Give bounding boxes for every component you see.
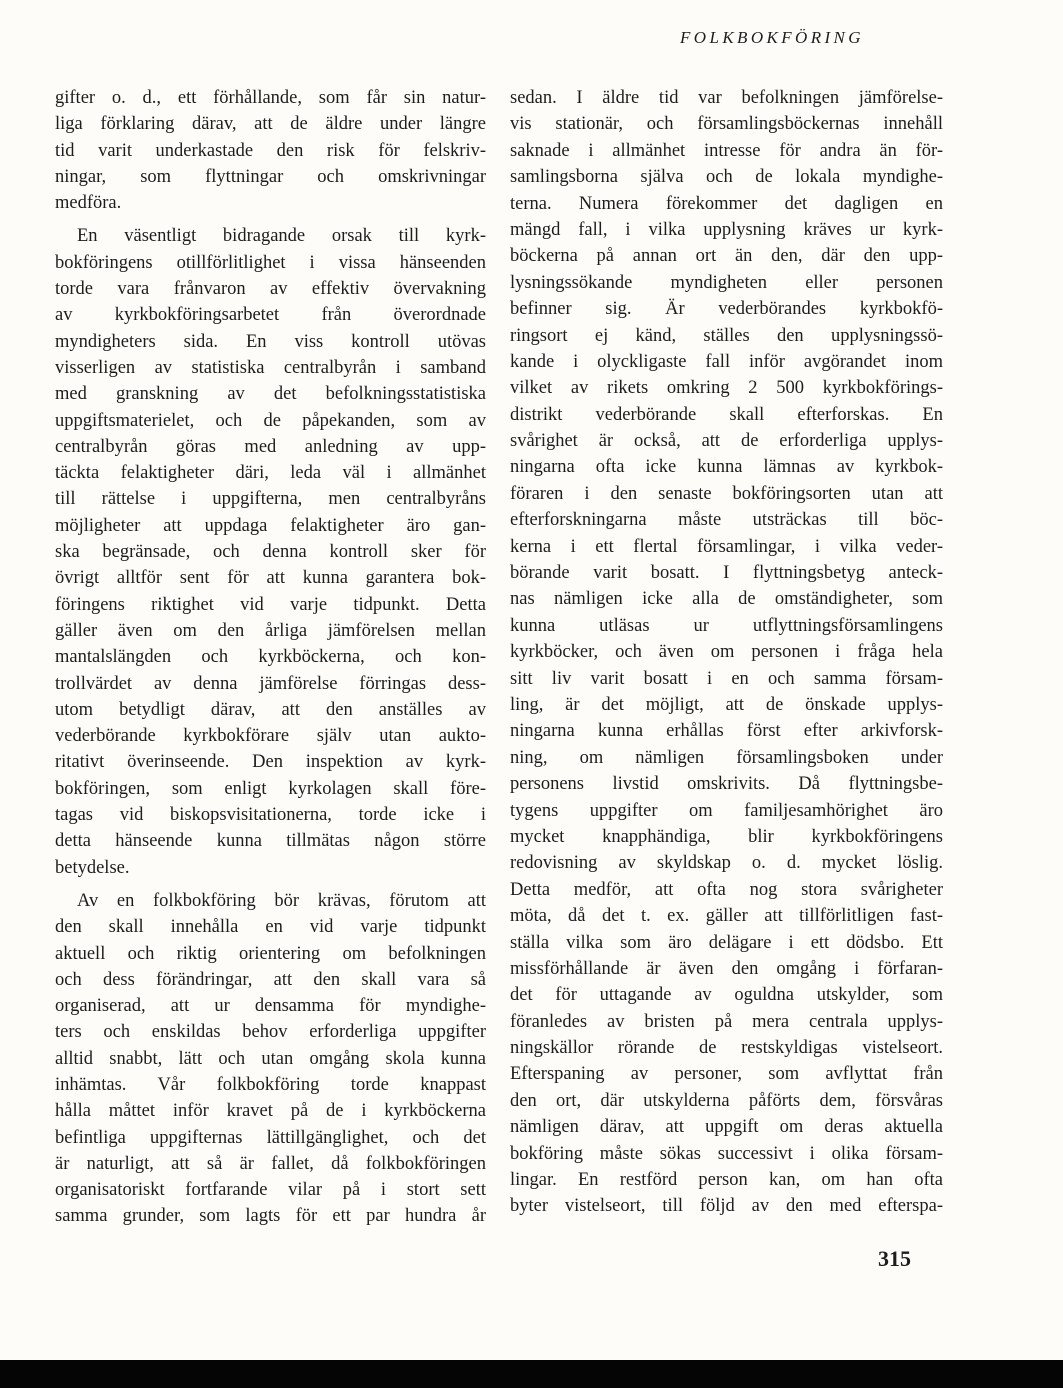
text-line: till rättelse i uppgifterna, men centralbyråns [55, 489, 486, 510]
text-line: gifter o. d., ett förhållande, som får sin natur- [55, 88, 486, 108]
text-line: föranledes av bristen på mera centrala upplys- [510, 1011, 943, 1032]
right-column [510, 85, 943, 1220]
text-line: är naturligt, att så är fallet, då folkbokföringen [55, 1153, 486, 1174]
text-line: byter vistelseort, till följd av den med efterspa- [510, 1196, 943, 1217]
text-line: tagas vid biskopsvisitationerna, torde icke i [55, 805, 486, 826]
text-line: ska begränsade, och denna kontroll sker för [55, 542, 486, 563]
text-line: centralbyrån göras med anledning av upp- [55, 436, 486, 457]
text-line: trollvärdet av denna jämförelse förringas dess- [55, 673, 486, 694]
text-line: nämligen därav, att uppgift om deras aktuella [510, 1117, 943, 1138]
text-line: ställa vilka som äro delägare i ett dödsbo. Ett [510, 932, 943, 953]
text-line: inhämtas. Vår folkbokföring torde knappast [55, 1074, 486, 1095]
text-line: Av en folkbokföring bör krävas, förutom att [77, 890, 486, 911]
text-line: torde vara frånvaron av effektiv övervakning [55, 279, 486, 300]
text-line: ningarna kunna erhållas först efter arkivforsk- [510, 721, 943, 742]
text-line: personens livstid omskrivits. Då flyttningsbe- [510, 774, 943, 795]
text-line: befinner sig. Är vederbörandes kyrkbokfö- [510, 299, 943, 320]
text-line: bokföringen, som enligt kyrkolagen skall före- [55, 778, 486, 799]
text-line: ters och enskildas behov erforderliga uppgifter [55, 1022, 486, 1043]
text-line: kerna i ett flertal församlingar, i vilka veder- [510, 536, 943, 557]
text-line: En väsentligt bidragande orsak till kyrk- [77, 226, 486, 247]
text-line: ningar, som flyttningar och omskrivningar [55, 166, 486, 187]
text-line: visserligen av statistiska centralbyrån i samband [55, 357, 486, 378]
text-line: organiserad, att ur densamma för myndighe- [55, 996, 486, 1017]
text-line: övrigt alltför sent för att kunna garantera bok- [55, 568, 486, 589]
text-line: hålla måttet inför kravet på de i kyrkböckerna [55, 1101, 486, 1122]
text-line: möjligheter att uppdaga felaktigheter äro gan- [55, 515, 486, 536]
text-line: bokföringens otillförlitlighet i vissa hänseenden [55, 252, 486, 273]
text-line: uppgiftsmaterielet, och de påpekanden, som av [55, 410, 486, 431]
text-line: den ort, där utskylderna påförts dem, försvåras [510, 1090, 943, 1111]
text-line: mycket knapphändiga, blir kyrkbokföringens [510, 826, 943, 847]
paragraph [55, 888, 486, 1230]
text-line: ning, om nämligen församlingsboken under [510, 747, 943, 768]
text-line: föraren i den senaste bokföringsorten utan att [510, 483, 943, 504]
text-line: befintliga uppgifternas lättillgänglighet, och det [55, 1127, 486, 1148]
text-line: detta hänseende kunna tillmätas någon större [55, 831, 486, 852]
text-line: med granskning av det befolkningsstatistiska [55, 384, 486, 405]
text-line: det för uttagande av oguldna utskylder, som [510, 985, 943, 1006]
text-line: av kyrkbokföringsarbetet från överordnade [55, 305, 486, 326]
text-line: mängd fall, i vilka upplysning kräves ur kyrk- [510, 219, 943, 240]
text-line: föringens riktighet vid varje tidpunkt. Detta [55, 594, 486, 615]
text-line: täckta felaktigheter däri, leda väl i allmänhet [55, 463, 486, 484]
text-line: alltid snabbt, lätt och utan omgång skola kunna [55, 1048, 486, 1069]
text-line: vederbörande kyrkbokförare själv utan aukto- [55, 726, 486, 747]
paragraph [55, 85, 486, 216]
text-line: böckerna på annan ort än den, där den upp- [510, 246, 943, 267]
text-line: ningarna ofta icke kunna lämnas av kyrkbok- [510, 457, 943, 478]
text-line: vis stationär, och församlingsböckernas innehåll [510, 114, 943, 135]
text-line: samlingsborna själva och de lokala myndighe- [510, 167, 943, 188]
text-line: ritativt överinseende. Den inspektion av kyrk- [55, 752, 486, 773]
text-line: nas nämligen icke alla de omständigheter, som [510, 589, 943, 610]
text-line: ling, är det möjligt, att de önskade upplys- [510, 694, 943, 715]
text-line: lingar. En restförd person kan, om han ofta [510, 1170, 943, 1191]
text-line: sitt liv varit bosatt i en och samma försam- [510, 668, 943, 689]
text-line: aktuell och riktig orientering om befolkningen [55, 943, 486, 964]
text-line: sedan. I äldre tid var befolkningen jämförelse- [510, 88, 943, 108]
text-line: ringsort ej känd, ställes den upplysningssö- [510, 325, 943, 346]
scan-border [0, 1360, 1063, 1388]
text-line: den skall innehålla en vid varje tidpunkt [55, 917, 486, 938]
text-line: utom betydligt därav, att den anställes av [55, 699, 486, 720]
text-line: Efterspaning av personer, som avflyttat från [510, 1064, 943, 1085]
text-line: tid varit underkastade den risk för felskriv- [55, 140, 486, 161]
text-line: lysningssökande myndigheten eller personen [510, 272, 943, 293]
text-line: kande i olyckligaste fall inför avgörandet inom [510, 351, 943, 372]
text-line: medföra. [55, 193, 122, 214]
text-line: betydelse. [55, 857, 130, 878]
text-line: missförhållande är även den omgång i förfaran- [510, 958, 943, 979]
text-line: Detta medför, att ofta nog stora svårigheter [510, 879, 943, 900]
text-line: organisatoriskt fortfarande vilar på i stort sett [55, 1180, 486, 1201]
text-line: vilket av rikets omkring 2 500 kyrkbokförings- [510, 378, 943, 399]
text-line: möta, då det t. ex. gäller att tillförlitligen fast- [510, 906, 943, 927]
text-line: kunna utläsas ur utflyttningsförsamlingens [510, 615, 943, 636]
text-line: gäller även om den årliga jämförelsen mellan [55, 620, 486, 641]
running-title: FOLKBOKFÖRING [680, 28, 864, 47]
text-line: liga förklaring därav, att de äldre under längre [55, 114, 486, 135]
paragraph [55, 223, 486, 880]
page-number: 315 [878, 1246, 911, 1271]
text-line: mantalslängden och kyrkböckerna, och kon- [55, 647, 486, 668]
text-line: kyrkböcker, och även om personen i fråga hela [510, 642, 943, 663]
text-line: och dess förändringar, att den skall vara så [55, 969, 486, 990]
text-line: efterforskningarna måste utsträckas till böc- [510, 510, 943, 531]
text-line: samma grunder, som lagts för ett par hundra år [55, 1206, 486, 1227]
text-line: distrikt vederbörande skall efterforskas. En [510, 404, 943, 425]
text-line: bokföring måste sökas successivt i olika försam- [510, 1143, 943, 1164]
text-line: tygens uppgifter om familjesamhörighet äro [510, 800, 943, 821]
paragraph [510, 85, 943, 1220]
text-line: terna. Numera förekommer det dagligen en [510, 193, 943, 214]
text-line: myndigheters sida. En viss kontroll utövas [55, 331, 486, 352]
text-line: svårighet är också, att de erforderliga upplys- [510, 431, 943, 452]
left-column [55, 85, 486, 1230]
text-line: börande varit bosatt. I flyttningsbetyg anteck- [510, 563, 943, 584]
text-line: saknade i allmänhet intresse för andra än för- [510, 140, 943, 161]
text-line: ningskällor rörande de restskyldigas vistelseort. [510, 1038, 943, 1059]
text-line: redovisning av skyldskap o. d. mycket löslig. [510, 853, 943, 874]
